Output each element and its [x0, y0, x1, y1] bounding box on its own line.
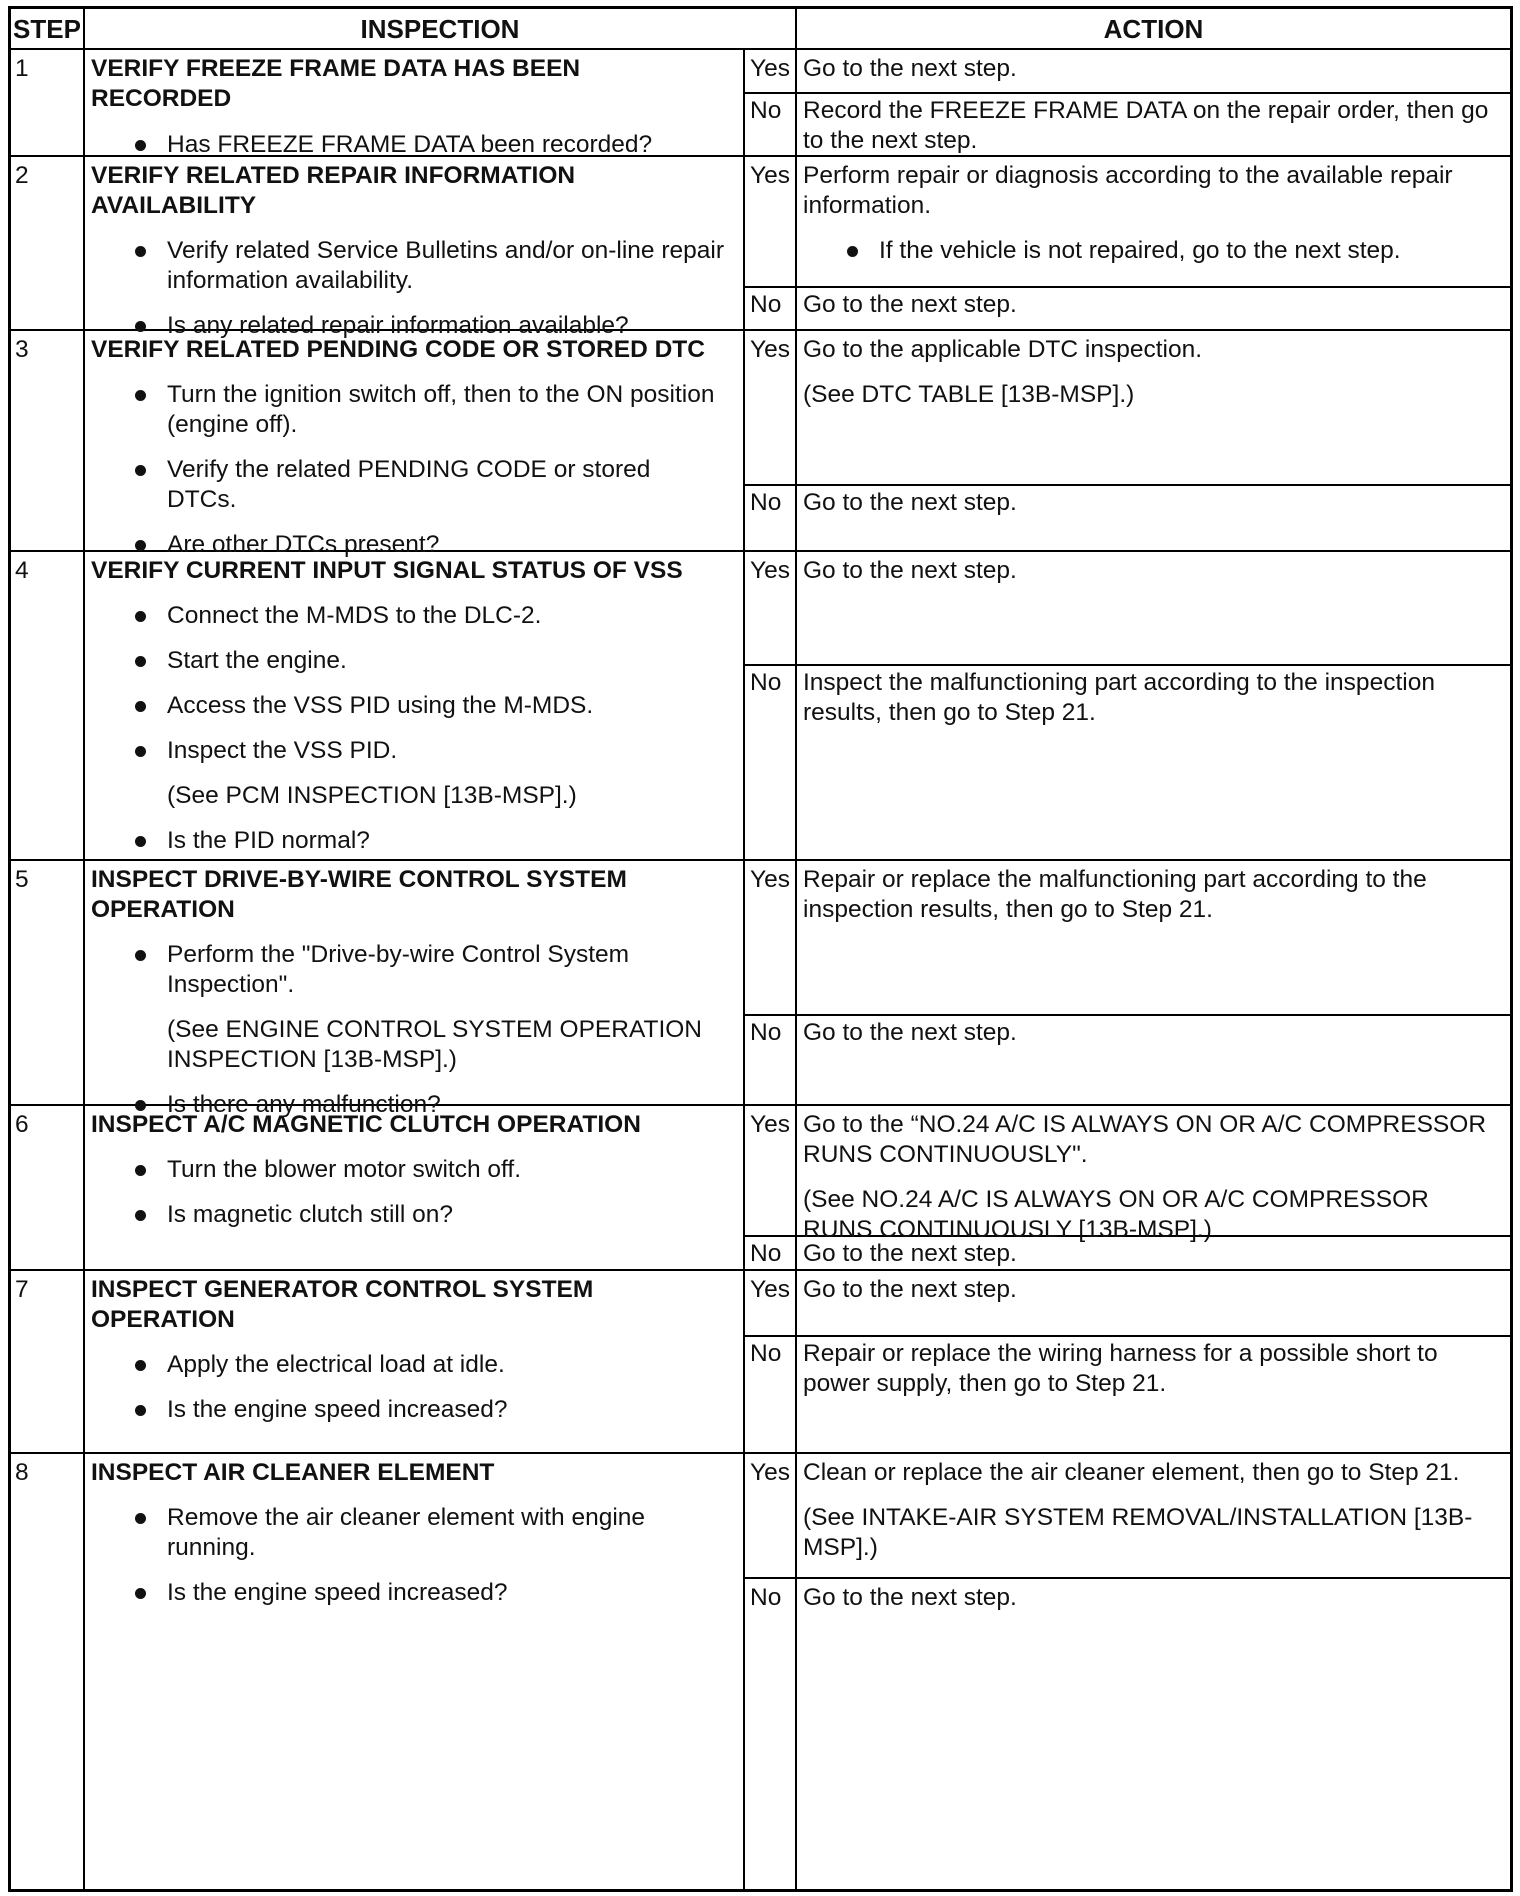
inspection-bullet: Are other DTCs present?	[91, 530, 725, 560]
step-number: 5	[11, 861, 85, 1104]
yes-action-text: Go to the applicable DTC inspection.	[803, 336, 1203, 363]
yes-action-text: Go to the next step.	[803, 557, 1017, 584]
no-branch	[745, 1579, 1510, 1889]
step-title: INSPECT GENERATOR CONTROL SYSTEM OPERATION	[91, 1276, 594, 1333]
step-title: VERIFY RELATED REPAIR INFORMATION AVAILABILITY	[91, 162, 576, 219]
step-title: VERIFY RELATED PENDING CODE OR STORED DTC	[91, 336, 705, 363]
action-cell	[745, 552, 1510, 859]
inspection-bullet: Is magnetic clutch still on?	[91, 1200, 725, 1230]
inspection-cell	[85, 1106, 745, 1269]
inspection-cell	[85, 861, 745, 1118]
inspection-bullet: Turn the ignition switch off, then to the ON position (engine off).	[91, 380, 725, 440]
inspection-cell	[85, 50, 745, 158]
no-label: No	[745, 1579, 797, 1889]
action-cell	[745, 1271, 1510, 1452]
yes-branch	[745, 50, 1510, 94]
no-action-text: Go to the next step.	[803, 1240, 1017, 1267]
yes-action-text: Go to the next step.	[803, 1276, 1017, 1303]
yes-label: Yes	[745, 1454, 797, 1577]
inspection-cell	[85, 1271, 745, 1452]
no-action-text: Repair or replace the wiring harness for a possible short to power supply, then go to Step 21.	[803, 1340, 1438, 1397]
step-row-7	[11, 1271, 1510, 1454]
inspection-bullet: Apply the electrical load at idle.	[91, 1350, 725, 1380]
yes-branch	[745, 861, 1510, 1016]
action-cell	[745, 861, 1510, 1104]
yes-action-reference: (See INTAKE-AIR SYSTEM REMOVAL/INSTALLATION [13B-MSP].)	[803, 1504, 1473, 1561]
no-branch	[745, 664, 1510, 859]
inspection-bullet: Verify related Service Bulletins and/or on-line repair information availability.	[91, 236, 725, 296]
inspection-bullet: Turn the blower motor switch off.	[91, 1155, 725, 1185]
yes-action-text: Go to the next step.	[803, 55, 1017, 82]
yes-action-text: Clean or replace the air cleaner element, then go to Step 21.	[803, 1459, 1460, 1486]
inspection-bullet: Is the engine speed increased?	[91, 1578, 725, 1608]
inspection-reference: (See ENGINE CONTROL SYSTEM OPERATION INSPECTION [13B-MSP].)	[167, 1016, 703, 1073]
action-cell	[745, 1106, 1510, 1269]
yes-label: Yes	[745, 861, 797, 1014]
no-branch	[745, 1014, 1510, 1104]
yes-branch	[745, 552, 1510, 666]
no-branch	[745, 1235, 1510, 1269]
step-title: INSPECT DRIVE-BY-WIRE CONTROL SYSTEM OPERATION	[91, 866, 627, 923]
no-action-text: Go to the next step.	[803, 1584, 1017, 1611]
inspection-bullet: Access the VSS PID using the M-MDS.	[91, 691, 725, 721]
step-column-header: STEP	[11, 9, 85, 50]
no-label: No	[745, 1335, 797, 1452]
inspection-bullet: Is the PID normal?	[91, 826, 725, 856]
no-branch	[745, 1335, 1510, 1452]
inspection-bullet: Inspect the VSS PID.	[91, 736, 725, 766]
inspection-cell	[85, 331, 745, 558]
no-label: No	[745, 286, 797, 329]
action-cell	[745, 157, 1510, 329]
inspection-bullet: Connect the M-MDS to the DLC-2.	[91, 601, 725, 631]
step-number: 6	[11, 1106, 85, 1269]
inspection-cell	[85, 552, 745, 859]
yes-action-reference: (See DTC TABLE [13B-MSP].)	[803, 381, 1135, 408]
yes-branch	[745, 157, 1510, 288]
step-title: INSPECT A/C MAGNETIC CLUTCH OPERATION	[91, 1111, 641, 1138]
yes-label: Yes	[745, 331, 797, 484]
yes-action-bullet: If the vehicle is not repaired, go to the next step.	[803, 236, 1496, 266]
inspection-bullet: Start the engine.	[91, 646, 725, 676]
inspection-bullet: Remove the air cleaner element with engine running.	[91, 1503, 725, 1563]
yes-label: Yes	[745, 50, 797, 92]
yes-branch	[745, 1454, 1510, 1579]
inspection-cell	[85, 157, 745, 339]
step-title: INSPECT AIR CLEANER ELEMENT	[91, 1459, 495, 1486]
step-number: 2	[11, 157, 85, 329]
yes-branch	[745, 331, 1510, 486]
no-action-text: Record the FREEZE FRAME DATA on the repair order, then go to the next step.	[803, 97, 1489, 154]
yes-action-text: Go to the “NO.24 A/C IS ALWAYS ON OR A/C COMPRESSOR RUNS CONTINUOUSLY".	[803, 1111, 1487, 1168]
inspection-bullet: Is the engine speed increased?	[91, 1395, 725, 1425]
step-row-8	[11, 1454, 1510, 1889]
no-branch	[745, 286, 1510, 329]
step-title: VERIFY CURRENT INPUT SIGNAL STATUS OF VSS	[91, 557, 683, 584]
inspection-bullet: Is any related repair information available?	[91, 311, 725, 341]
no-branch	[745, 92, 1510, 155]
no-action-text: Go to the next step.	[803, 489, 1017, 516]
step-number: 7	[11, 1271, 85, 1452]
step-row-4	[11, 552, 1510, 861]
step-number: 3	[11, 331, 85, 550]
no-label: No	[745, 484, 797, 550]
inspection-bullet: Perform the "Drive-by-wire Control System Inspection".	[91, 940, 725, 1000]
no-label: No	[745, 92, 797, 155]
yes-branch	[745, 1106, 1510, 1243]
yes-label: Yes	[745, 157, 797, 286]
inspection-cell	[85, 1454, 745, 1889]
action-column-header: ACTION	[797, 9, 1510, 50]
action-cell	[745, 1454, 1510, 1889]
yes-label: Yes	[745, 552, 797, 664]
action-cell	[745, 331, 1510, 550]
yes-action-text: Perform repair or diagnosis according to the available repair information.	[803, 162, 1453, 219]
step-title: VERIFY FREEZE FRAME DATA HAS BEEN RECORDED	[91, 55, 581, 112]
no-branch	[745, 484, 1510, 550]
no-label: No	[745, 1235, 797, 1269]
step-row-2	[11, 157, 1510, 339]
step-number: 4	[11, 552, 85, 859]
step-row-3	[11, 331, 1510, 558]
yes-label: Yes	[745, 1106, 797, 1235]
yes-action-reference: (See NO.24 A/C IS ALWAYS ON OR A/C COMPRESSOR RUNS CONTINUOUSLY [13B-MSP].)	[803, 1186, 1429, 1243]
no-action-text: Go to the next step.	[803, 291, 1017, 318]
yes-label: Yes	[745, 1271, 797, 1335]
inspection-column-header: INSPECTION	[85, 9, 797, 50]
step-number: 1	[11, 50, 85, 155]
no-action-text: Go to the next step.	[803, 1019, 1017, 1046]
action-cell	[745, 50, 1510, 155]
inspection-bullet: Verify the related PENDING CODE or stored DTCs.	[91, 455, 725, 515]
no-label: No	[745, 1014, 797, 1104]
step-row-6	[11, 1106, 1510, 1271]
step-row-1	[11, 50, 1510, 157]
step-number: 8	[11, 1454, 85, 1889]
yes-branch	[745, 1271, 1510, 1337]
inspection-bullet: Is there any malfunction?	[91, 1090, 725, 1120]
inspection-bullet: Has FREEZE FRAME DATA been recorded?	[91, 130, 725, 160]
inspection-reference: (See PCM INSPECTION [13B-MSP].)	[167, 782, 577, 809]
no-action-text: Inspect the malfunctioning part according to the inspection results, then go to Step 21.	[803, 669, 1435, 726]
diagnostic-procedure-table	[8, 6, 1513, 1892]
step-row-5	[11, 861, 1510, 1118]
yes-action-text: Repair or replace the malfunctioning part according to the inspection results, then go to Step 21.	[803, 866, 1427, 923]
no-label: No	[745, 664, 797, 859]
